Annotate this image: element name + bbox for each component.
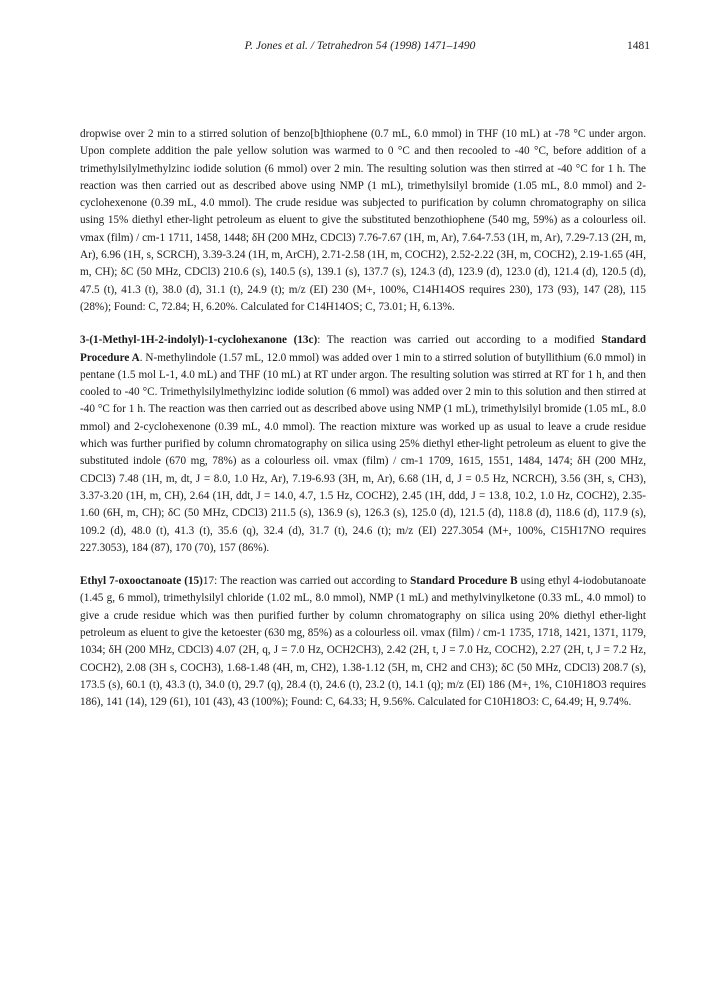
paragraph-ethyl-oxooctanoate: Ethyl 7-oxooctanoate (15)17: The reaction was carried out according to Standard Procedure B using ethyl 4-iodobutanoate (1.45 g, 6 mmol), trimethylsilyl chloride (1.02 mL, 8.0 mmol), NMP (1 mL) and methylvinylketone (0.33 mL, 4.0 mmol) to give a crude residue which was then purified further by column chromatography on silica using 20% diethyl ether-light petroleum as eluent to give the ketoester (630 mg, 85%) as a colourless oil. νmax (film) / cm-1 1735, 1718, 1421, 1371, 1179, 1034; δH (200 MHz, CDCl3) 4.07 (2H, q, J = 7.0 Hz, OCH2CH3), 2.42 (2H, t, J = 7.0 Hz, COCH2), 2.27 (2H, t, J = 7.2 Hz, COCH2), 2.08 (3H s, COCH3), 1.68-1.48 (4H, m, CH2), 1.38-1.12 (5H, m, CH2 and CH3); δC (50 MHz, CDCl3) 208.7 (s), 173.5 (s), 60.1 (t), 43.3 (t), 34.0 (t), 29.7 (q), 28.4 (t), 24.6 (t), 23.2 (t), 14.1 (q); m/z (EI) 186 (M+, 1%, C10H18O3 requires 186), 141 (14), 129 (61), 101 (43), 43 (100%); Found: C, 64.33; H, 9.56%. Calculated for C10H18O3: C, 64.49; H, 9.74%.	[80, 575, 646, 709]
running-title: P. Jones et al. / Tetrahedron 54 (1998) 1471–1490	[244, 40, 476, 52]
paragraph-benzothiophene: dropwise over 2 min to a stirred solution of benzo[b]thiophene (0.7 mL, 6.0 mmol) in THF (10 mL) at -78 °C under argon. Upon complete addition the pale yellow solution was warmed to 0 °C and then recooled to -40 °C, before addition of a trimethylsilylmethylzinc iodide solution (6 mmol) over 2 min. The resulting solution was then stirred at -40 °C for 1 h. The reaction was then carried out as described above using NMP (1 mL), trimethylsilyl bromide (1.05 mL, 8.0 mmol) and 2-cyclohexenone (0.39 mL, 4.0 mmol). The crude residue was subjected to purification by column chromatography on silica using 15% diethyl ether-light petroleum as eluent to give the substituted benzothiophene (540 mg, 59%) as a colourless oil. νmax (film) / cm-1 1711, 1458, 1448; δH (200 MHz, CDCl3) 7.76-7.67 (1H, m, Ar), 7.64-7.53 (1H, m, Ar), 7.29-7.13 (2H, m, Ar), 6.96 (1H, s, SCRCH), 3.39-3.24 (1H, m, ArCH), 2.71-2.58 (1H, m, COCH2), 2.52-2.22 (3H, m, COCH2), 2.19-1.65 (4H, m, CH); δC (50 MHz, CDCl3) 210.6 (s), 140.5 (s), 139.1 (s), 137.7 (s), 124.3 (d), 123.9 (d), 123.0 (d), 121.4 (d), 120.5 (d), 47.5 (t), 41.3 (t), 38.0 (d), 31.1 (t), 24.9 (t); m/z (EI) 230 (M+, 100%, C14H14OS requires 230), 173 (93), 147 (28), 115 (28%); Found: C, 72.84; H, 6.20%. Calculated for C14H14OS; C, 73.01; H, 6.13%.	[80, 128, 646, 313]
paragraph-indolyl-cyclohexanone: 3-(1-Methyl-1H-2-indolyl)-1-cyclohexanone (13c): The reaction was carried out according to a modified Standard Procedure A. N-methylindole (1.57 mL, 12.0 mmol) was added over 1 min to a stirred solution of butyllithium (6.0 mmol) in pentane (1.5 mol L-1, 4.0 mL) and THF (10 mL) at RT under argon. The resulting solution was stirred at RT for 1 h, and then cooled to -40 °C. Trimethylsilylmethylzinc iodide solution (6 mmol) was added over 2 min to this solution and then stirred at -40 °C for 1 h. The reaction was then carried out as described above using NMP (1 mL), trimethylsilyl bromide (1.05 mL, 8.0 mmol) and 2-cyclohexenone (0.39 mL, 4.0 mmol). The reaction mixture was worked up as usual to leave a crude residue which was further purified by column chromatography on silica using 25% diethyl ether-light petroleum as eluent to give the substituted indole (670 mg, 78%) as a colourless oil. νmax (film) / cm-1 1709, 1615, 1551, 1484, 1474; δH (200 MHz, CDCl3) 7.48 (1H, m, dt, J = 8.0, 1.0 Hz, Ar), 7.19-6.93 (3H, m, Ar), 6.68 (1H, d, J = 0.5 Hz, NCRCH), 3.56 (3H, s, CH3), 3.37-3.20 (1H, m, CH), 2.64 (1H, ddt, J = 14.0, 4.7, 1.5 Hz, COCH2), 2.45 (1H, ddd, J = 13.8, 10.2, 1.0 Hz, COCH2), 2.35-1.60 (6H, m, CH); δC (50 MHz, CDCl3) 211.5 (s), 136.9 (s), 126.3 (s), 125.0 (d), 121.5 (d), 118.8 (d), 118.6 (d), 117.9 (s), 109.2 (d), 48.0 (t), 41.3 (t), 35.6 (q), 32.4 (d), 31.7 (t), 24.6 (t); m/z (EI) 227.3054 (M+, 100%, C15H17NO requires 227.3053), 184 (87), 170 (70), 157 (86%).	[80, 334, 646, 554]
page-number: 1481	[627, 40, 650, 52]
article-body	[80, 126, 646, 712]
